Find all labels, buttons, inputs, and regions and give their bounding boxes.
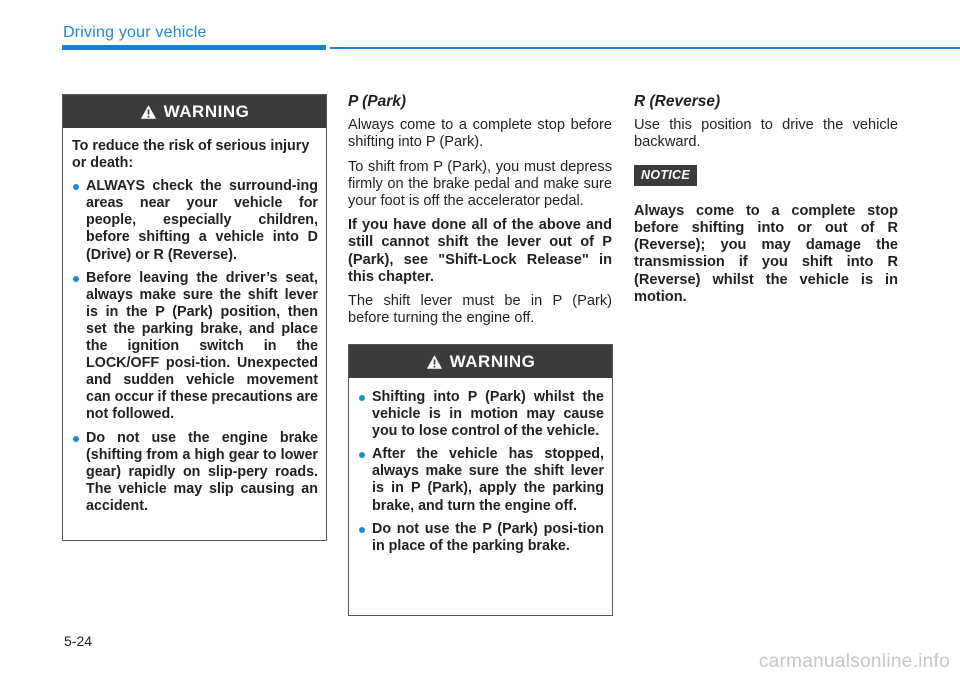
park-section [348,93,612,334]
notice-badge: NOTICE [634,165,697,186]
warning-item: Before leaving the driver’s seat, always make sure the shift lever is in the P (Park) position, then set the parking brake, and place the ignition switch in the LOCK/OFF posi-tion. Unexpected and sudden vehicle movement can occur if these precautions are not followed. [72,270,318,424]
warning-header [349,345,612,378]
warning-item: Shifting into P (Park) whilst the vehicle is in motion may cause you to lose control of the vehicle. [358,389,604,440]
reverse-heading: R (Reverse) [634,93,721,110]
park-shift-lock-note: If you have done all of the above and still cannot shift the lever out of P (Park), see "Shift-Lock Release" in this chapter. [348,217,612,285]
park-heading: P (Park) [348,93,407,110]
header-rule-thick [62,45,326,50]
park-paragraph: Always come to a complete stop before shifting into P (Park). [348,117,612,151]
notice-text: Always come to a complete stop before shifting into or out of R (Reverse); you may damage the transmission if you shift into R (Reverse) whilst the vehicle is in motion. [634,202,898,305]
warning-heading: WARNING [449,351,536,371]
warning-item: Do not use the P (Park) posi-tion in place of the parking brake. [358,521,604,555]
reverse-section [634,93,898,313]
warning-item: Do not use the engine brake (shifting from a high gear to lower gear) rapidly on slip-pery roads. The vehicle may slip causing an accident. [72,430,318,515]
header-rule-thin [330,47,960,49]
park-paragraph: To shift from P (Park), you must depress firmly on the brake pedal and make sure your foot is off the accelerator pedal. [348,158,612,210]
page-number: 5-24 [64,633,93,649]
warning-intro: To reduce the risk of serious injury or death: [72,138,310,172]
warning-triangle-icon [140,104,157,120]
warning-item: After the vehicle has stopped, always make sure the shift lever is in P (Park), apply the parking brake, and turn the engine off. [358,446,604,514]
warning-box-middle [348,344,613,616]
warning-heading: WARNING [163,101,250,121]
section-title: Driving your vehicle [63,24,207,41]
warning-item: ALWAYS check the surround-ing areas near your vehicle for people, especially children, before shifting a vehicle into D (Drive) or R (Reverse). [72,178,318,263]
warning-triangle-icon [426,354,443,370]
warning-box-left [62,94,327,541]
warning-header [63,95,326,128]
reverse-paragraph: Use this position to drive the vehicle backward. [634,117,898,151]
watermark: carmanualsonline.info [758,651,950,672]
park-paragraph: The shift lever must be in P (Park) before turning the engine off. [348,293,612,327]
